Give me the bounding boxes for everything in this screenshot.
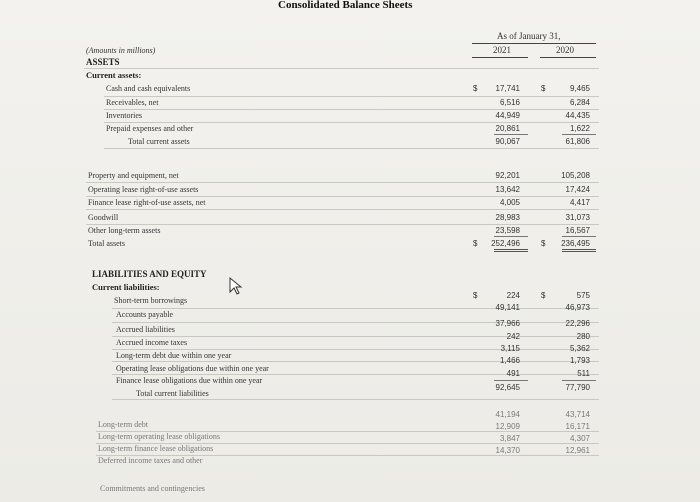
value-2020: 61,806: [565, 137, 590, 146]
value-2020: 43,714: [565, 410, 590, 419]
row-label: Finance lease right-of-use assets, net: [88, 198, 206, 207]
dollar-sign: $: [541, 291, 546, 300]
value-2020: 280: [576, 332, 590, 341]
value-2021: 1,466: [499, 356, 520, 365]
value-2021: 6,516: [499, 98, 520, 107]
value-2020: 6,284: [569, 98, 590, 107]
value-2021: 3,847: [499, 434, 520, 443]
value-2021: 252,496: [491, 239, 520, 248]
value-2021: 224: [506, 291, 520, 300]
dollar-sign: $: [541, 239, 546, 248]
divider: [112, 336, 599, 337]
value-2020: 77,790: [565, 383, 590, 392]
divider: [104, 109, 599, 110]
value-2020: 511: [577, 369, 590, 378]
row-label: Other long-term assets: [88, 226, 161, 235]
value-2020: 44,435: [565, 111, 590, 120]
total-double-line: [562, 249, 596, 250]
value-2021: 49,141: [495, 303, 520, 312]
subtotal-line: [562, 236, 596, 237]
divider: [112, 349, 599, 350]
row-label: Accrued income taxes: [116, 338, 188, 347]
row-label: Finance lease obligations due within one year: [116, 376, 263, 385]
value-2021: 23,598: [495, 226, 520, 235]
page-title: Consolidated Balance Sheets: [278, 0, 413, 11]
row-label: Inventories: [106, 111, 142, 120]
value-2021: 13,642: [495, 185, 520, 194]
value-2020: 236,495: [561, 239, 590, 248]
row-label: Total assets: [88, 239, 125, 248]
value-2021: 242: [506, 332, 520, 341]
value-2021: 20,861: [495, 124, 520, 133]
divider: [112, 374, 599, 375]
year-2021-underline: [472, 57, 528, 58]
value-2020: 16,171: [565, 422, 590, 431]
divider: [86, 182, 599, 183]
dollar-sign: $: [473, 239, 478, 248]
year-2020-header: 2020: [556, 45, 574, 55]
row-label: Long-term operating lease obligations: [98, 432, 220, 441]
value-2020: 17,424: [565, 185, 590, 194]
dollar-sign: $: [541, 84, 546, 93]
row-label: Total current assets: [128, 137, 190, 146]
total-double-line: [494, 251, 528, 252]
value-2021: 491: [506, 369, 520, 378]
value-2020: 22,296: [565, 319, 590, 328]
row-label: Long-term debt: [98, 420, 148, 429]
subtotal-line: [562, 380, 596, 381]
row-label: Prepaid expenses and other: [106, 124, 194, 133]
value-2020: 1,622: [569, 124, 590, 133]
value-2021: 12,909: [495, 422, 520, 431]
dollar-sign: $: [473, 84, 478, 93]
row-label: Receivables, net: [106, 98, 159, 107]
subtotal-line: [494, 380, 528, 381]
divider: [84, 68, 599, 69]
value-2020: 575: [576, 291, 590, 300]
value-2021: 37,966: [495, 319, 520, 328]
row-label: Long-term finance lease obligations: [98, 444, 214, 453]
row-label: Accrued liabilities: [116, 325, 175, 334]
value-2020: 31,073: [565, 213, 590, 222]
divider: [86, 209, 599, 210]
value-2021: 41,194: [495, 410, 520, 419]
value-2020: 1,793: [569, 356, 590, 365]
row-label: Accounts payable: [116, 310, 174, 319]
value-2020: 4,417: [569, 198, 590, 207]
value-2021: 92,645: [495, 383, 520, 392]
period-underline: [472, 43, 596, 44]
total-double-line: [562, 251, 596, 252]
divider: [112, 308, 599, 309]
divider: [104, 148, 599, 149]
value-2020: 16,567: [565, 226, 590, 235]
row-label: Goodwill: [88, 213, 119, 222]
value-2021: 14,370: [495, 446, 520, 455]
value-2021: 3,115: [500, 344, 520, 353]
units-note: (Amounts in millions): [86, 46, 156, 55]
total-double-line: [494, 249, 528, 250]
value-2020: 105,208: [561, 171, 590, 180]
subtotal-line: [494, 236, 528, 237]
row-label: Operating lease right-of-use assets: [88, 185, 199, 194]
divider: [104, 122, 599, 123]
subtotal-line: [494, 134, 528, 135]
value-2021: 4,005: [499, 198, 520, 207]
row-label: Total current liabilities: [136, 389, 209, 398]
value-2021: 92,201: [495, 171, 520, 180]
period-header: As of January 31,: [497, 31, 561, 41]
row-label: Deferred income taxes and other: [98, 456, 203, 465]
subtotal-line: [562, 134, 596, 135]
value-2021: 90,067: [495, 137, 520, 146]
value-2021: 44,949: [495, 111, 520, 120]
year-2020-underline: [540, 57, 596, 58]
mouse-pointer-icon: [228, 276, 244, 296]
liabilities-heading: LIABILITIES AND EQUITY: [92, 269, 207, 279]
dollar-sign: $: [473, 291, 478, 300]
assets-heading: ASSETS: [86, 57, 120, 67]
divider: [112, 361, 599, 362]
value-2020: 4,307: [569, 434, 590, 443]
value-2021: 28,983: [495, 213, 520, 222]
row-label: Short-term borrowings: [114, 296, 188, 305]
commitments-label: Commitments and contingencies: [100, 484, 205, 493]
value-2020: 46,973: [565, 303, 590, 312]
value-2020: 9,465: [569, 84, 590, 93]
row-label: Property and equipment, net: [88, 171, 179, 180]
current-liabilities-heading: Current liabilities:: [92, 282, 160, 292]
divider: [86, 224, 599, 225]
row-label: Cash and cash equivalents: [106, 84, 191, 93]
divider: [104, 96, 599, 97]
value-2020: 12,961: [565, 446, 590, 455]
row-label: Operating lease obligations due within one year: [116, 364, 269, 373]
divider: [86, 196, 599, 197]
divider: [112, 399, 599, 400]
value-2020: 5,362: [569, 344, 590, 353]
divider: [112, 322, 599, 323]
current-assets-heading: Current assets:: [86, 70, 142, 80]
row-label: Long-term debt due within one year: [116, 351, 232, 360]
value-2021: 17,741: [495, 84, 520, 93]
year-2021-header: 2021: [493, 45, 511, 55]
